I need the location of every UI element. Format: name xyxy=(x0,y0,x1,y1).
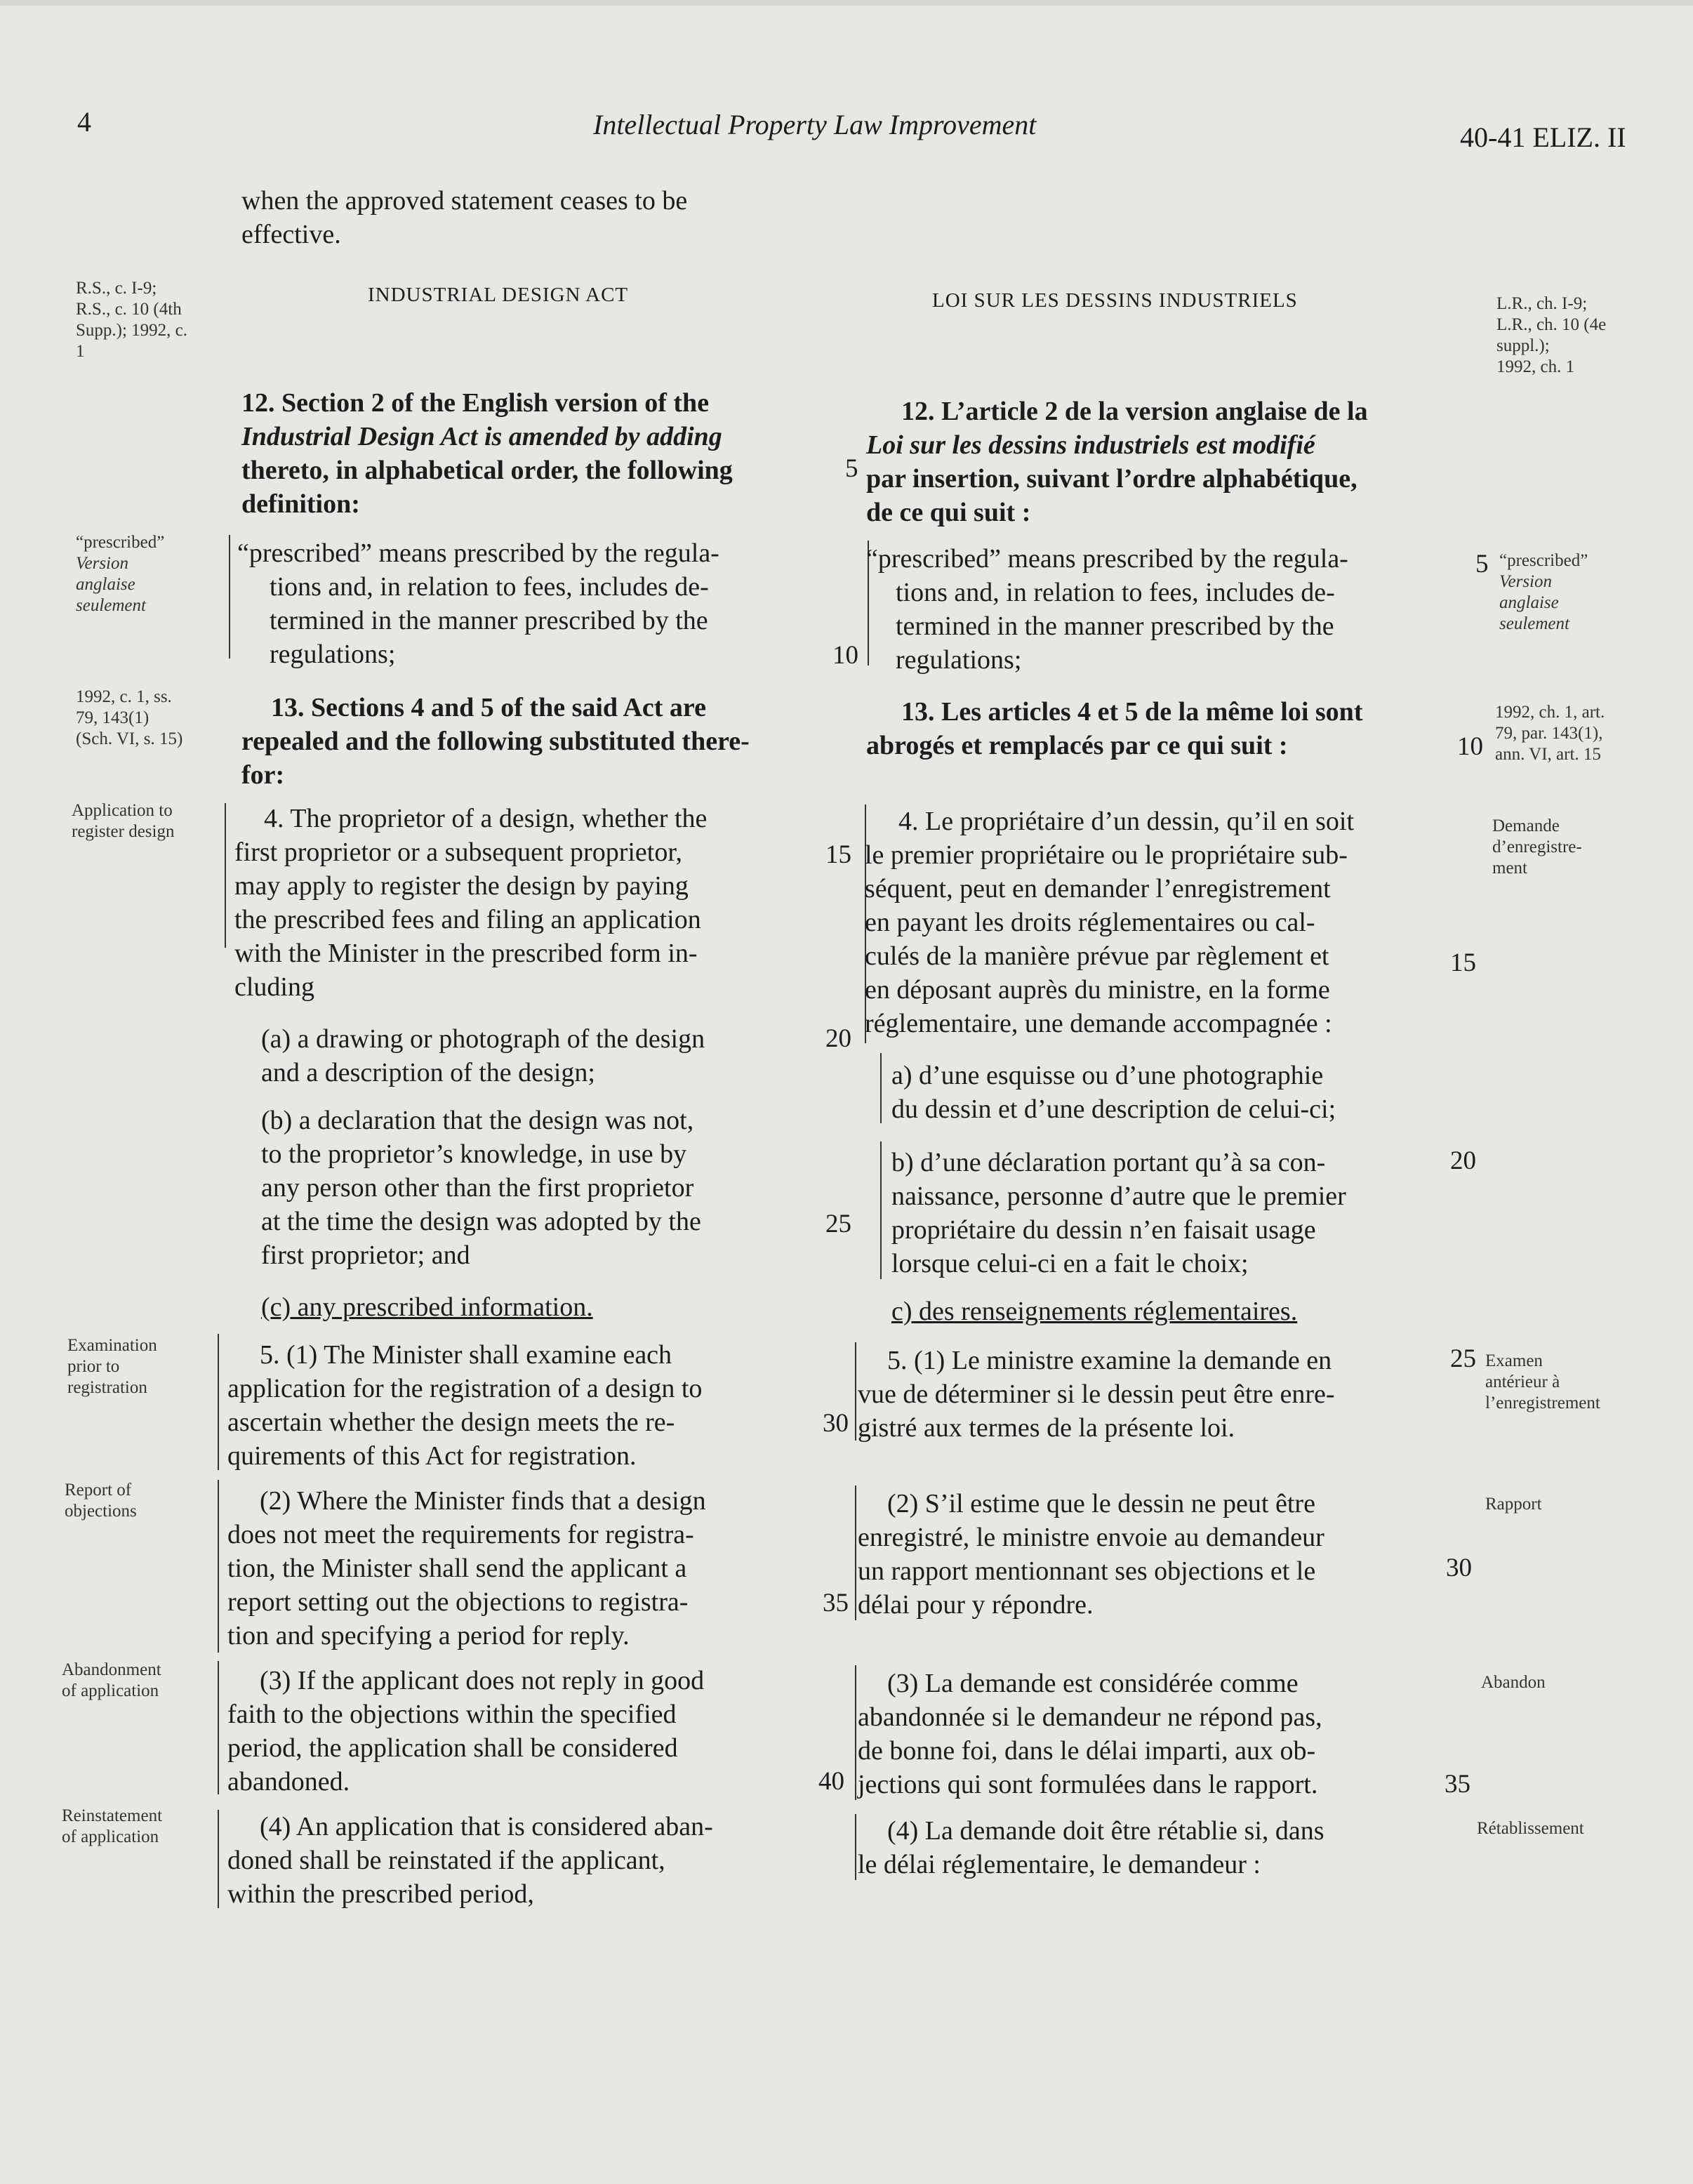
margin-citation-act-en: R.S., c. I-9; R.S., c. 10 (4th Supp.); 1992, c. 1 xyxy=(76,279,188,361)
margin-prescribed-fr: “prescribed” Version anglaise seulement xyxy=(1499,551,1588,633)
section-4a-fr: a) d’une esquisse ou d’une photographie du dessin et d’une description de celui-ci; xyxy=(891,1061,1336,1124)
section-5-2-en: (2) Where the Minister finds that a design does not meet the requirements for registra- tion, the Minister shall send the applicant a report setting out the objections to registra- tion and specifying a period for reply. xyxy=(227,1486,706,1650)
line-number: 30 xyxy=(1446,1554,1472,1582)
margin-citation-13-fr: 1992, ch. 1, art. 79, par. 143(1), ann. VI, art. 15 xyxy=(1495,703,1605,764)
line-number: 35 xyxy=(823,1589,849,1617)
line-number: 15 xyxy=(825,840,851,869)
margin-prescribed-en: “prescribed” Version anglaise seulement xyxy=(76,533,165,615)
margin-retablissement: Rétablissement xyxy=(1477,1819,1584,1838)
margin-rapport: Rapport xyxy=(1485,1495,1542,1514)
line-number: 10 xyxy=(832,641,858,670)
act-heading-fr: LOI SUR LES DESSINS INDUSTRIELS xyxy=(932,289,1298,312)
change-bar xyxy=(855,1485,856,1620)
line-number: 20 xyxy=(1450,1146,1476,1175)
section-4b-en: (b) a declaration that the design was not, to the proprietor’s knowledge, in use by any person other than the first proprietor at the time the design was adopted by the first proprietor; and xyxy=(261,1106,701,1270)
change-bar xyxy=(880,1141,882,1279)
margin-reinstatement: Reinstatement of application xyxy=(62,1806,163,1846)
margin-abandonment: Abandonment of application xyxy=(62,1660,161,1700)
change-bar xyxy=(855,1814,856,1880)
section-4b-fr: b) d’une déclaration portant qu’à sa con- naissance, personne d’autre que le premier propriétaire du dessin n’en faisait usage lorsque celui-ci en a fait le choix; xyxy=(891,1148,1346,1278)
margin-examen: Examen antérieur à l’enregistrement xyxy=(1485,1351,1600,1412)
section-4c-en: (c) any prescribed information. xyxy=(261,1292,593,1322)
section-4-fr: 4. Le propriétaire d’un dessin, qu’il en soit le premier propriétaire ou le propriétaire sub- séquent, peut en demander l’enregistrement en payant les droits réglementaires ou cal- culés de la manière prévue par règlement et en déposant auprès du ministre, en la forme réglementaire, une demande accompagnée : xyxy=(865,807,1355,1038)
section-4a-en: (a) a drawing or photograph of the design and a description of the design; xyxy=(261,1024,705,1087)
change-bar xyxy=(225,803,226,948)
clause-12-en: 12. Section 2 of the English version of the Industrial Design Act is amended by adding thereto, in alphabetical order, the following definition: xyxy=(241,388,733,519)
section-5-3-fr: (3) La demande est considérée comme abandonnée si le demandeur ne répond pas, de bonne foi, dans le délai imparti, aux ob- jections qui sont formulées dans le rapport. xyxy=(858,1669,1322,1799)
change-bar xyxy=(880,1053,882,1123)
definition-prescribed-en: “prescribed” means prescribed by the regula- tions and, in relation to fees, includes de- termined in the manner prescribed by the regulations; xyxy=(237,538,719,669)
page-number: 4 xyxy=(77,106,91,138)
margin-citation-13-en: 1992, c. 1, ss. 79, 143(1) (Sch. VI, s. 15) xyxy=(76,687,183,748)
section-5-2-fr: (2) S’il estime que le dessin ne peut être enregistré, le ministre envoie au demandeur un rapport mentionnant ses objections et le délai pour y répondre. xyxy=(858,1489,1324,1620)
change-bar xyxy=(218,1810,219,1908)
page-top-edge xyxy=(0,0,1693,6)
line-number: 40 xyxy=(818,1767,844,1796)
margin-abandon: Abandon xyxy=(1481,1673,1546,1692)
line-number: 5 xyxy=(1475,550,1489,578)
change-bar xyxy=(218,1661,219,1794)
section-4-en: 4. The proprietor of a design, whether the first proprietor or a subsequent proprietor, may apply to register the design by paying the prescribed fees and filing an application with the Minister in the prescribed form in- cluding xyxy=(234,804,708,1002)
section-5-4-en: (4) An application that is considered aban- doned shall be reinstated if the applicant, within the prescribed period, xyxy=(227,1812,713,1909)
section-5-4-fr: (4) La demande doit être rétablie si, dans le délai réglementaire, le demandeur : xyxy=(858,1816,1324,1879)
line-number: 10 xyxy=(1457,732,1483,761)
change-bar xyxy=(218,1334,219,1470)
section-5-3-en: (3) If the applicant does not reply in good faith to the objections within the specified period, the application shall be considered abandoned. xyxy=(227,1666,705,1796)
change-bar xyxy=(218,1480,219,1653)
section-5-1-en: 5. (1) The Minister shall examine each application for the registration of a design to ascertain whether the design meets the re- quirements of this Act for registration. xyxy=(227,1340,703,1471)
change-bar xyxy=(855,1665,856,1800)
section-4c-fr: c) des renseignements réglementaires. xyxy=(891,1297,1298,1326)
line-number: 20 xyxy=(825,1024,851,1053)
definition-prescribed-fr: “prescribed” means prescribed by the regula- tions and, in relation to fees, includes de- termined in the manner prescribed by the regulations; xyxy=(866,544,1348,675)
margin-demande: Demande d’enregistre- ment xyxy=(1492,816,1582,878)
margin-examination: Examination prior to registration xyxy=(67,1336,157,1397)
clause-13-fr: 13. Les articles 4 et 5 de la même loi sont abrogés et remplacés par ce qui suit : xyxy=(866,697,1363,760)
line-number: 15 xyxy=(1450,948,1476,977)
section-5-1-fr: 5. (1) Le ministre examine la demande en vue de déterminer si le dessin peut être enre- gistré aux termes de la présente loi. xyxy=(858,1346,1335,1443)
change-bar xyxy=(229,535,230,658)
carryover-text: when the approved statement ceases to be effective. xyxy=(241,186,688,249)
running-title: Intellectual Property Law Improvement xyxy=(593,109,1037,140)
line-number: 25 xyxy=(1450,1344,1476,1373)
line-number: 25 xyxy=(825,1210,851,1238)
clause-12-fr: 12. L’article 2 de la version anglaise de la Loi sur les dessins industriels est modifié par insertion, suivant l’ordre alphabétique, de ce qui suit : xyxy=(866,397,1368,527)
clause-13-en: 13. Sections 4 and 5 of the said Act are repealed and the following substituted there- for: xyxy=(241,693,750,790)
margin-citation-act-fr: L.R., ch. I-9; L.R., ch. 10 (4e suppl.); 1992, ch. 1 xyxy=(1496,294,1607,376)
line-number: 35 xyxy=(1445,1770,1470,1799)
regnal-year: 40-41 ELIZ. II xyxy=(1460,121,1626,153)
line-number: 5 xyxy=(845,454,858,483)
margin-report: Report of objections xyxy=(65,1481,137,1521)
act-heading-en: INDUSTRIAL DESIGN ACT xyxy=(368,284,629,306)
change-bar xyxy=(855,1342,856,1441)
margin-application: Application to register design xyxy=(72,801,175,841)
line-number: 30 xyxy=(823,1409,849,1438)
